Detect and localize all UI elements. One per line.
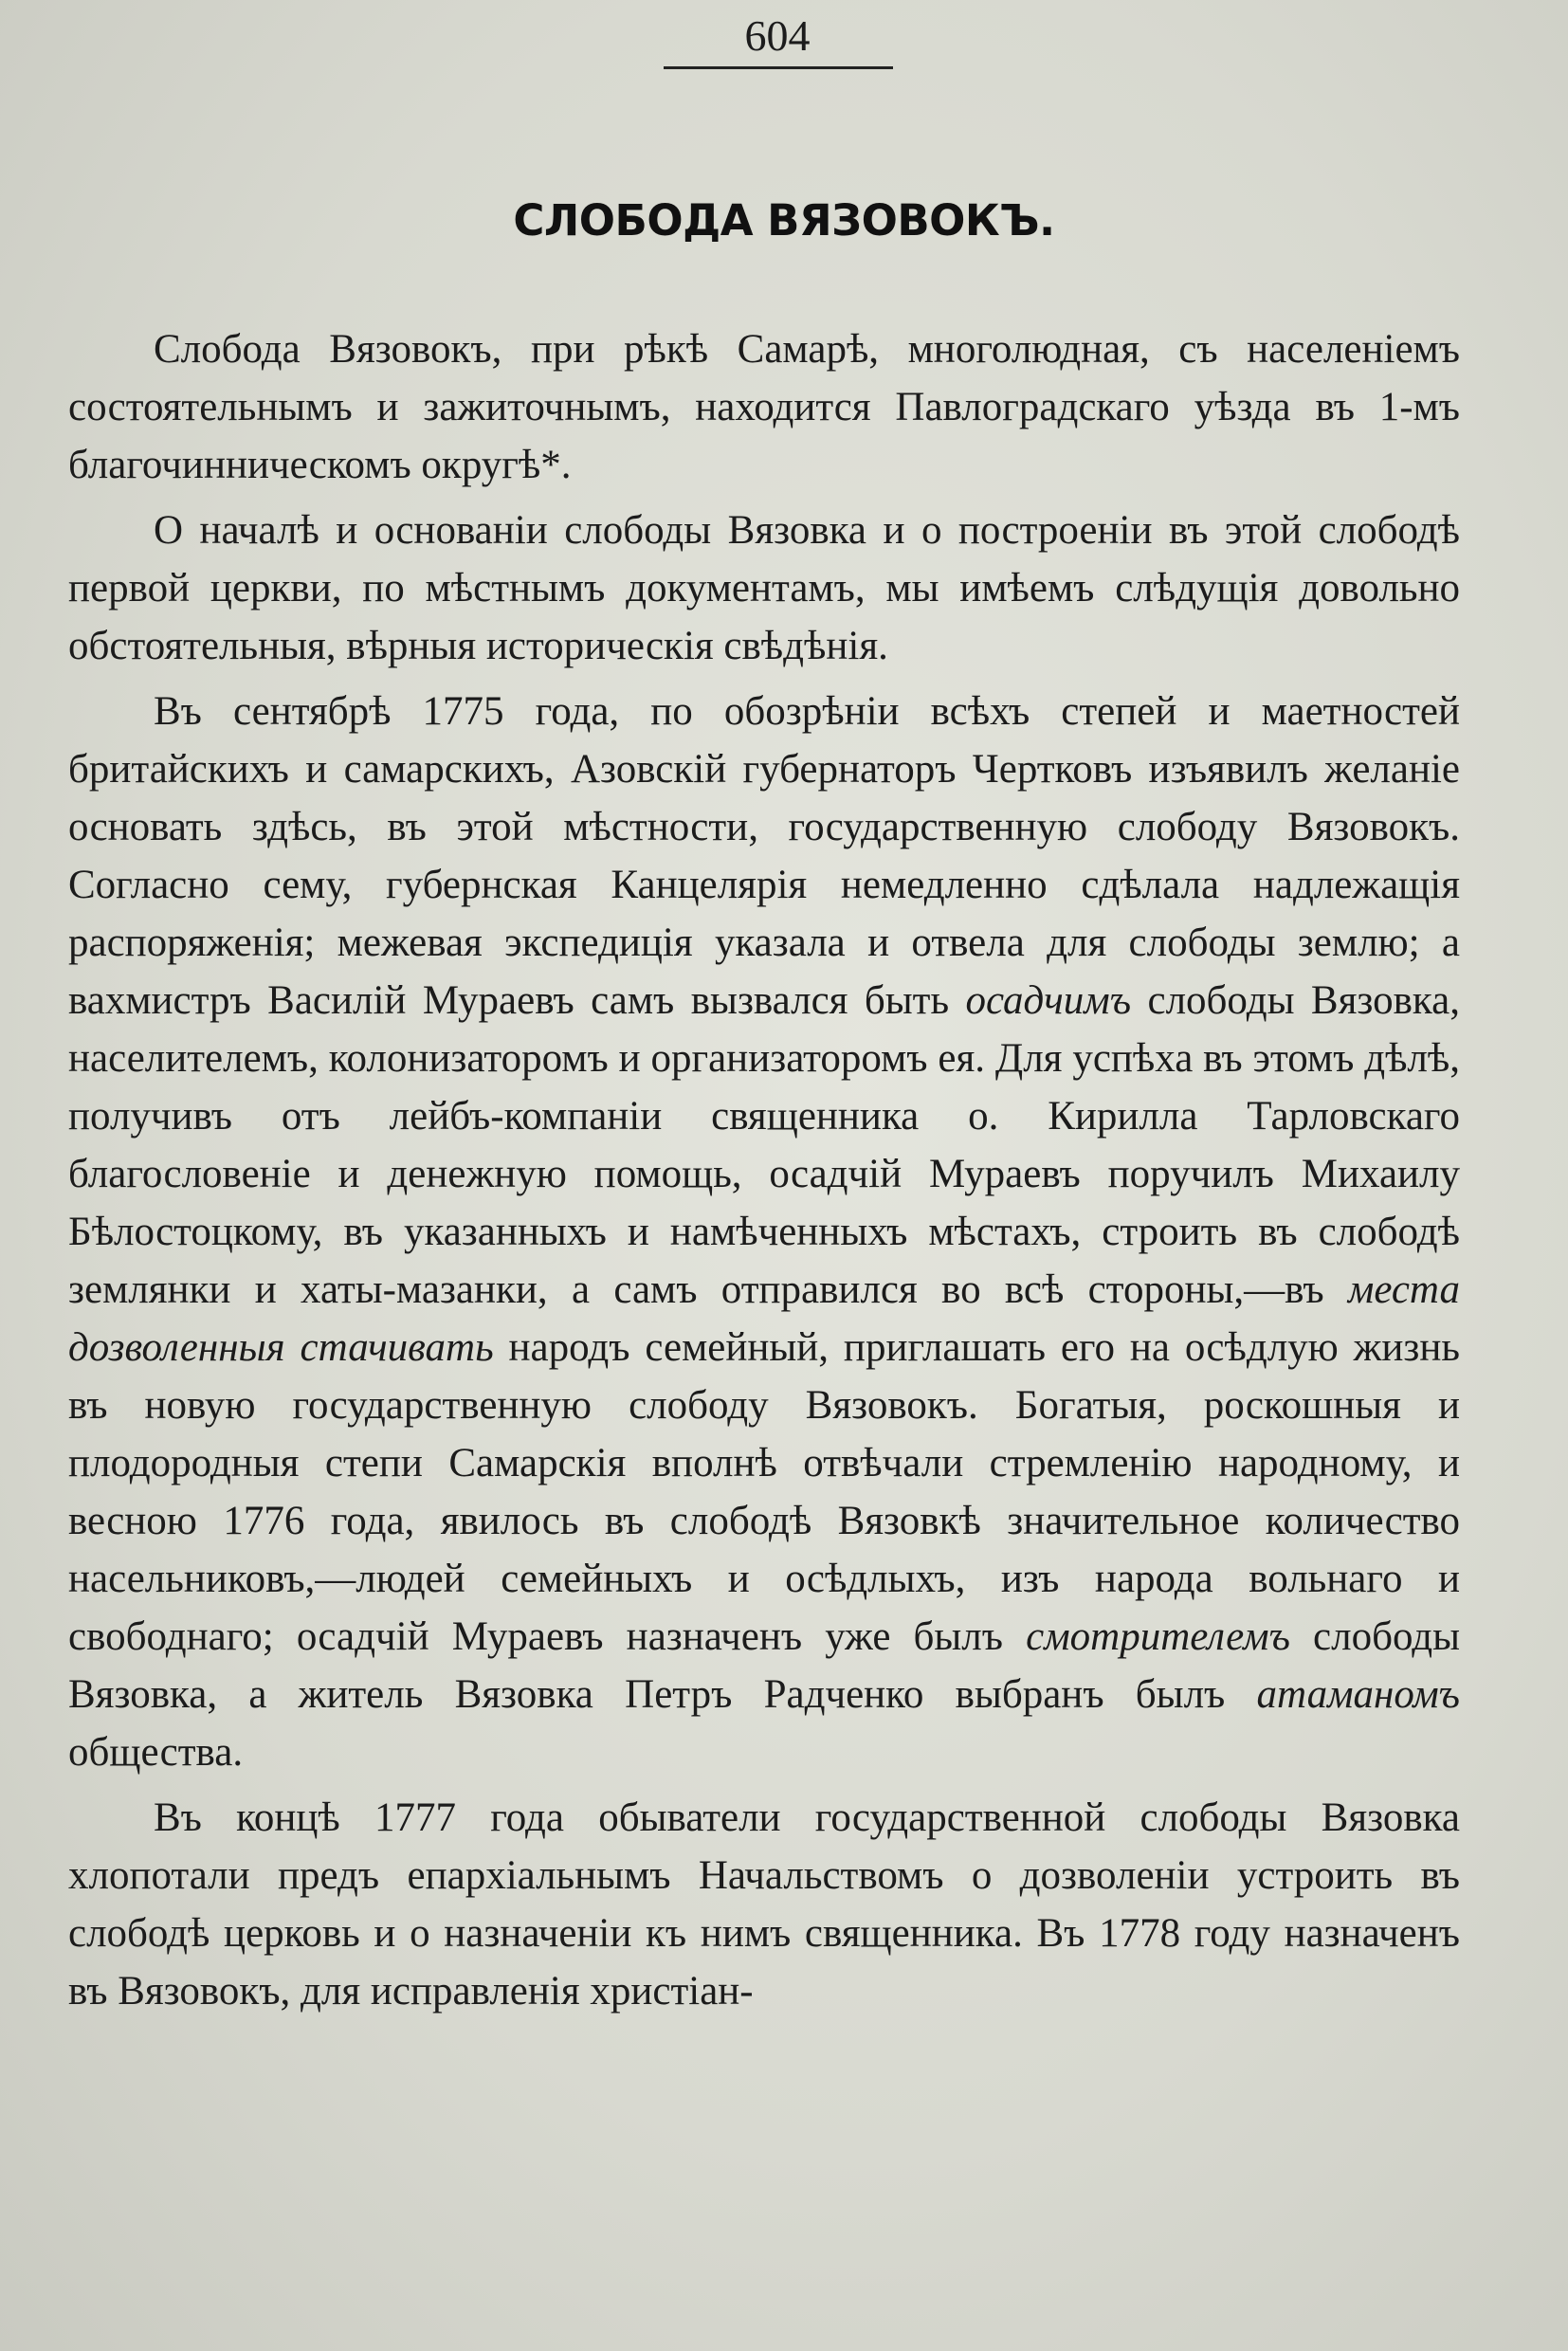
paragraph-founding: Въ сентябрѣ 1775 года, по обозрѣніи всѣхъ степей и маетностей бритайскихъ и самарскихъ, Азовскій губернаторъ Чертковъ изъявилъ желаніе основать здѣсь, въ этой мѣстности, государственную слободу Вязовокъ. Согласно сему, губернская Канцелярія немедленно сдѣлала надлежащія распоряженія; межевая экспедиція указала и отвела для слободы землю; а вахмистръ Василій Мураевъ самъ вызвался быть осадчимъ слободы Вязовка, населителемъ, колонизаторомъ и организаторомъ ея. Для успѣха въ этомъ дѣлѣ, получивъ отъ лейбъ-компаніи священника о. Кирилла Тарловскаго благословеніе и денежную помощь, осадчій Мураевъ поручилъ Михаилу Бѣлостоцкому, въ указанныхъ и намѣченныхъ мѣстахъ, строить въ слободѣ землянки и хаты-мазанки, а самъ отправился во всѣ стороны,—въ места дозволенныя стачивать народъ семейный, приглашать его на осѣдлую жизнь въ новую государственную слободу Вязовокъ. Богатыя, роскошныя и плодородныя степи Самарскія вполнѣ отвѣчали стремленію народному, и весною 1776 года, явилось въ слободѣ Вязовкѣ значительное количество насельниковъ,—людей семейныхъ и осѣдлыхъ, изъ народа вольнаго и свободнаго; осадчій Мураевъ назначенъ уже былъ смотрителемъ слободы Вязовка, а житель Вязовка Петръ Радченко выбранъ былъ атаманомъ общества. <box>68 689 1461 1775</box>
section-heading: СЛОБОДА ВЯЗОВОКЪ. <box>513 195 1055 246</box>
italic-term: атаманомъ <box>1256 1672 1460 1717</box>
italic-term: осадчимъ <box>965 978 1132 1023</box>
paragraph-sources: О началѣ и основаніи слободы Вязовка и о построеніи въ этой слободѣ первой церкви, по мѣстнымъ документамъ, мы имѣемъ слѣдущія довольно обстоятельныя, вѣрныя историческія свѣдѣнія. <box>68 508 1460 668</box>
paragraph-church: Въ концѣ 1777 года обыватели государственной слободы Вязовка хлопотали предъ епархіальнымъ Начальствомъ о дозволеніи устроить въ слободѣ церковь и о назначеніи къ нимъ священника. Въ 1778 году назначенъ въ Вязовокъ, для исправленія христіан- <box>68 1795 1460 2014</box>
italic-term: смотрителемъ <box>1026 1614 1290 1659</box>
paragraph-intro: Слобода Вязовокъ, при рѣкѣ Самарѣ, многолюдная, съ населеніемъ состоятельнымъ и зажиточнымъ, находится Павлоградскаго уѣзда въ 1-мъ благочинническомъ округѣ*. <box>68 327 1460 487</box>
body-text <box>68 320 1460 2028</box>
page-number: 604 <box>744 11 811 60</box>
italic-term: места дозволенныя стачивать <box>68 1267 1460 1370</box>
page-number-rule <box>664 66 893 69</box>
